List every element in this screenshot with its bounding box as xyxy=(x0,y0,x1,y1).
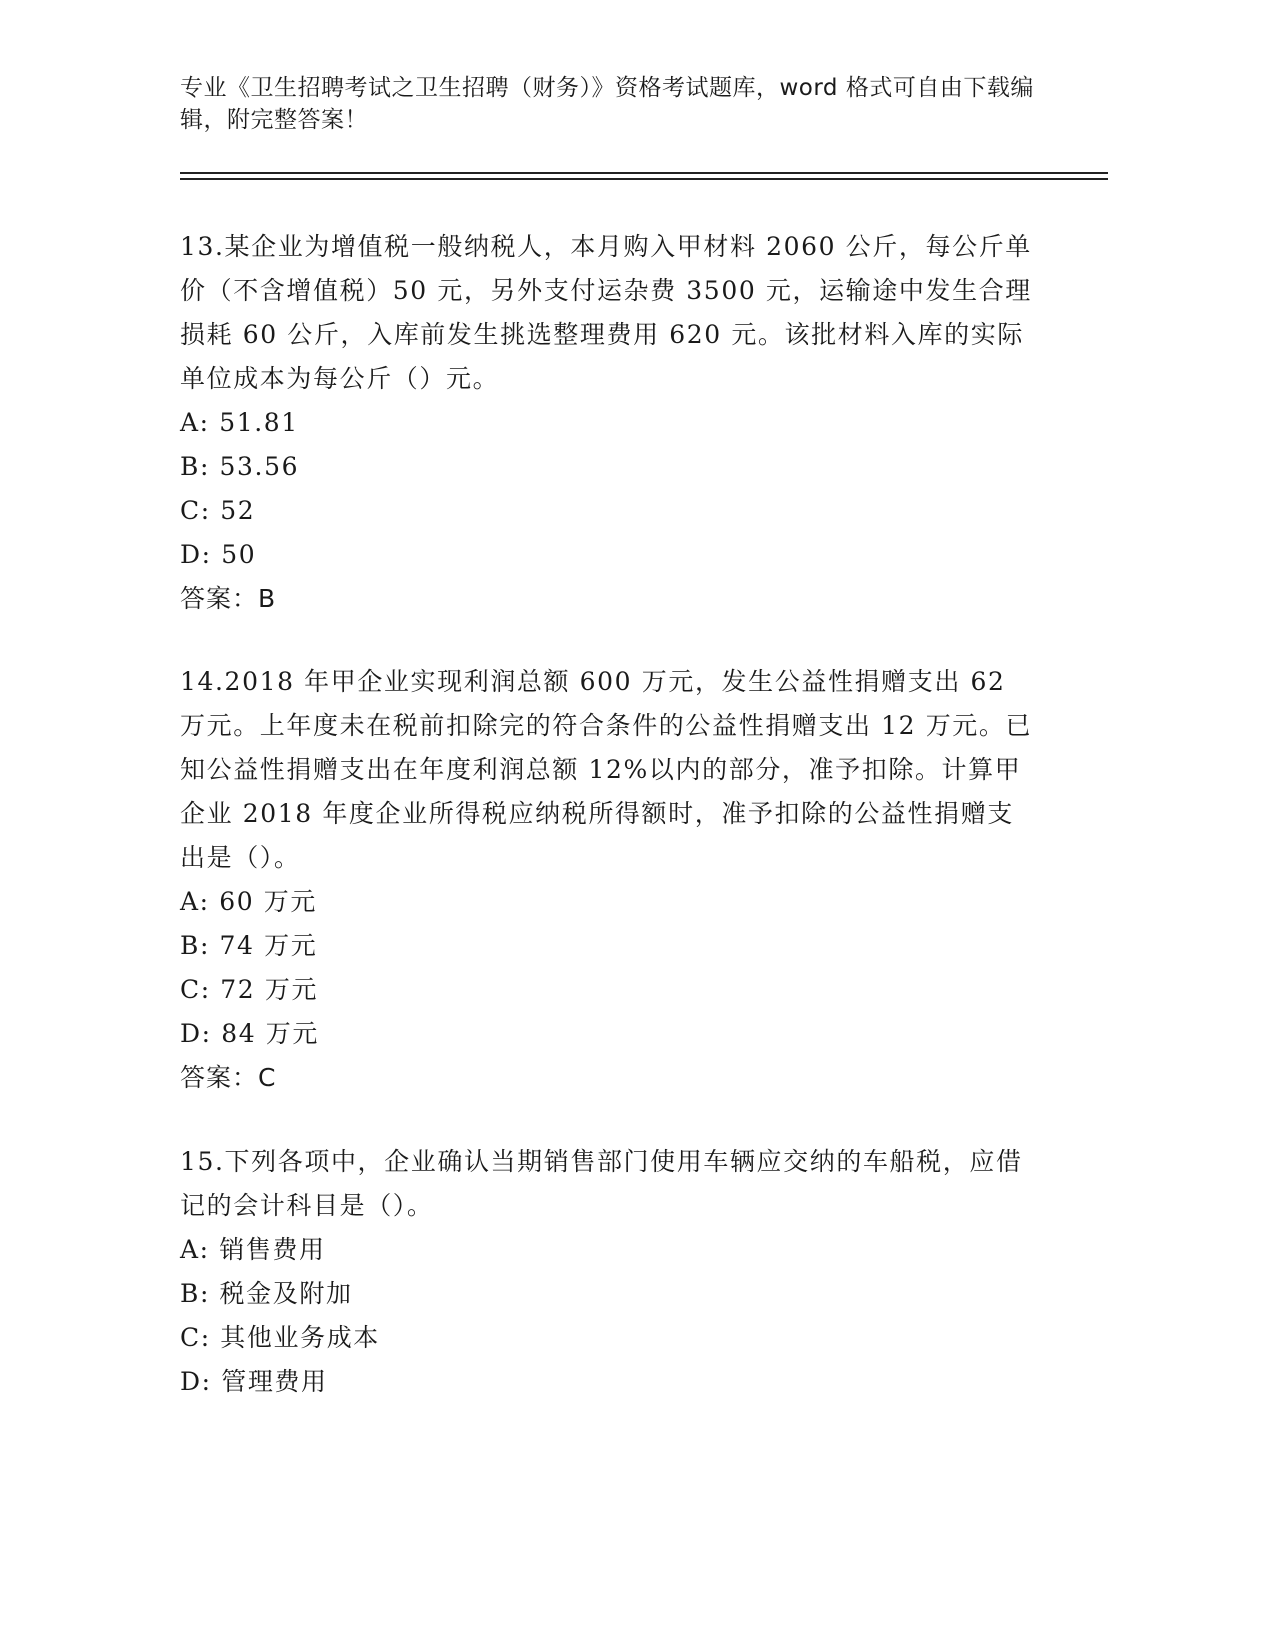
option-b: B: 税金及附加 xyxy=(180,1279,353,1308)
option-list xyxy=(180,1228,1040,1404)
option-c: C: 72 万元 xyxy=(180,975,319,1004)
option-d: D: 84 万元 xyxy=(180,1019,319,1048)
option-c: C: 其他业务成本 xyxy=(180,1323,380,1352)
option-a: A: 60 万元 xyxy=(180,887,317,916)
option-c: C: 52 xyxy=(180,496,256,525)
question-14 xyxy=(180,660,1040,1100)
question-15 xyxy=(180,1140,1040,1404)
option-b: B: 53.56 xyxy=(180,452,300,481)
question-stem: 14.2018 年甲企业实现利润总额 600 万元，发生公益性捐赠支出 62 万元。上年度未在税前扣除完的符合条件的公益性捐赠支出 12 万元。已知公益性捐赠支出在年度利润总额 12%以内的部分，准予扣除。计算甲企业 2018 年度企业所得税应纳税所得额时，准予扣除的公益性捐赠支出是（）。 xyxy=(180,667,1033,872)
header-divider-top xyxy=(180,172,1108,174)
answer-label: 答案：B xyxy=(180,584,277,613)
answer-label: 答案：C xyxy=(180,1063,277,1092)
option-d: D: 50 xyxy=(180,540,257,569)
question-stem: 13.某企业为增值税一般纳税人，本月购入甲材料 2060 公斤，每公斤单价（不含增值税）50 元，另外支付运杂费 3500 元，运输途中发生合理损耗 60 公斤，入库前发生挑选整理费用 620 元。该批材料入库的实际单位成本为每公斤（）元。 xyxy=(180,232,1032,393)
header-divider-bottom xyxy=(180,178,1108,180)
option-b: B: 74 万元 xyxy=(180,931,318,960)
option-a: A: 51.81 xyxy=(180,408,299,437)
option-list xyxy=(180,880,1040,1056)
document-header: 专业《卫生招聘考试之卫生招聘（财务）》资格考试题库，word 格式可自由下载编辑，附完整答案！ xyxy=(180,75,1034,133)
question-stem: 15.下列各项中，企业确认当期销售部门使用车辆应交纳的车船税，应借记的会计科目是（）。 xyxy=(180,1147,1023,1220)
option-list xyxy=(180,401,1040,577)
question-13 xyxy=(180,225,1040,621)
option-d: D: 管理费用 xyxy=(180,1367,328,1396)
option-a: A: 销售费用 xyxy=(180,1235,326,1264)
